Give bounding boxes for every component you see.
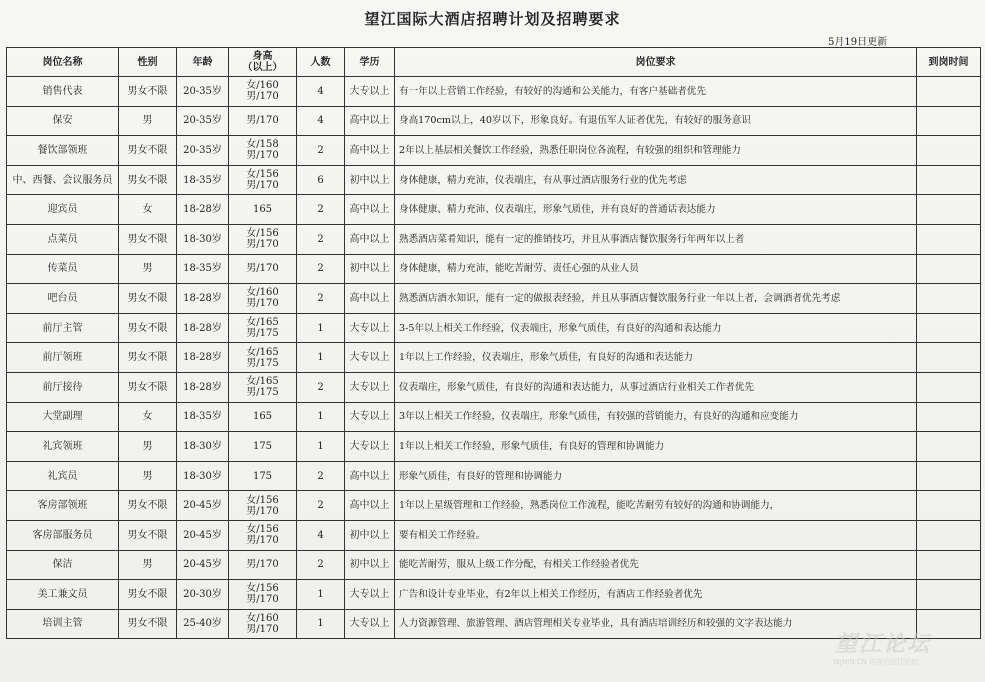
height-value-2: 男/170 xyxy=(246,505,279,517)
gender-cell: 男女不限 xyxy=(119,343,177,373)
position-cell: 保洁 xyxy=(7,550,119,580)
document-title: 望江国际大酒店招聘计划及招聘要求 xyxy=(364,10,621,28)
age-cell: 18-28岁 xyxy=(177,195,229,225)
gender-cell: 男女不限 xyxy=(119,77,177,107)
table-body xyxy=(7,77,981,639)
position-cell: 礼宾员 xyxy=(7,461,119,491)
height-value-1: 女/165 xyxy=(246,317,279,329)
position-cell: 前厅领班 xyxy=(7,343,119,373)
height-value-1: 女/156 xyxy=(246,228,279,240)
gender-cell: 男 xyxy=(119,550,177,580)
education-cell: 大专以上 xyxy=(345,609,395,639)
height-value-2: 男/170 xyxy=(246,180,279,192)
height-value-1: 男/170 xyxy=(246,115,279,127)
position-cell: 餐饮部领班 xyxy=(7,136,119,166)
height-cell xyxy=(229,343,297,373)
height-cell xyxy=(229,254,297,284)
header-arrival: 到岗时间 xyxy=(917,48,981,77)
table-row xyxy=(7,284,981,314)
count-cell: 6 xyxy=(297,165,345,195)
arrival-cell xyxy=(917,520,981,550)
height-cell xyxy=(229,402,297,432)
count-cell: 4 xyxy=(297,77,345,107)
height-value-1: 女/156 xyxy=(246,583,279,595)
gender-cell: 男 xyxy=(119,254,177,284)
arrival-cell xyxy=(917,343,981,373)
height-value-2: 男/170 xyxy=(246,535,279,547)
table-row xyxy=(7,432,981,462)
height-value-2: 男/175 xyxy=(246,387,279,399)
arrival-cell xyxy=(917,313,981,343)
gender-cell: 男女不限 xyxy=(119,224,177,254)
table-row xyxy=(7,372,981,402)
height-cell xyxy=(229,432,297,462)
arrival-cell xyxy=(917,165,981,195)
arrival-cell xyxy=(917,432,981,462)
age-cell: 20-35岁 xyxy=(177,77,229,107)
education-cell: 高中以上 xyxy=(345,136,395,166)
position-cell: 培训主管 xyxy=(7,609,119,639)
requirements-cell: 熟悉酒店酒水知识，能有一定的做报表经验，并且从事酒店餐饮服务行业一年以上者，会调酒者优先考虑 xyxy=(395,284,917,314)
watermark-subtext: WJNIN.CN 你我的望江论坛 xyxy=(833,658,919,666)
update-date: 5月19日更新 xyxy=(828,37,888,48)
height-cell xyxy=(229,550,297,580)
arrival-cell xyxy=(917,284,981,314)
age-cell: 18-35岁 xyxy=(177,402,229,432)
gender-cell: 男 xyxy=(119,461,177,491)
height-value-2: 男/170 xyxy=(246,298,279,310)
age-cell: 20-35岁 xyxy=(177,106,229,136)
table-row xyxy=(7,195,981,225)
header-height xyxy=(229,48,297,77)
education-cell: 初中以上 xyxy=(345,254,395,284)
table-row xyxy=(7,580,981,610)
position-cell: 客房部领班 xyxy=(7,491,119,521)
age-cell: 20-45岁 xyxy=(177,520,229,550)
requirements-cell: 身高170cm以上，40岁以下，形象良好。有退伍军人证者优先，有较好的服务意识 xyxy=(395,106,917,136)
requirements-cell: 1年以上星级管理和工作经验，熟悉岗位工作流程，能吃苦耐劳有较好的沟通和协调能力， xyxy=(395,491,917,521)
height-cell xyxy=(229,313,297,343)
education-cell: 高中以上 xyxy=(345,106,395,136)
count-cell: 4 xyxy=(297,106,345,136)
requirements-cell: 3年以上相关工作经验，仪表端庄，形象气质佳，有较强的营销能力，有良好的沟通和应变能力 xyxy=(395,402,917,432)
education-cell: 高中以上 xyxy=(345,284,395,314)
height-value-2: 男/170 xyxy=(246,150,279,162)
gender-cell: 男女不限 xyxy=(119,609,177,639)
height-value-2: 男/175 xyxy=(246,328,279,340)
gender-cell: 男女不限 xyxy=(119,165,177,195)
education-cell: 大专以上 xyxy=(345,402,395,432)
height-cell xyxy=(229,106,297,136)
gender-cell: 男女不限 xyxy=(119,372,177,402)
table-header-row xyxy=(7,48,981,77)
education-cell: 高中以上 xyxy=(345,224,395,254)
table-row xyxy=(7,343,981,373)
height-cell xyxy=(229,491,297,521)
arrival-cell xyxy=(917,224,981,254)
education-cell: 大专以上 xyxy=(345,432,395,462)
requirements-cell: 广告和设计专业毕业，有2年以上相关工作经历，有酒店工作经验者优先 xyxy=(395,580,917,610)
height-value-1: 女/158 xyxy=(246,139,279,151)
arrival-cell xyxy=(917,195,981,225)
count-cell: 2 xyxy=(297,195,345,225)
table-row xyxy=(7,491,981,521)
table-row xyxy=(7,402,981,432)
table-row xyxy=(7,106,981,136)
header-height-line1: 身高 xyxy=(252,51,273,62)
gender-cell: 男女不限 xyxy=(119,520,177,550)
requirements-cell: 身体健康、精力充沛、仪表端庄，形象气质佳，并有良好的普通话表达能力 xyxy=(395,195,917,225)
count-cell: 2 xyxy=(297,461,345,491)
height-value-1: 女/160 xyxy=(246,80,279,92)
age-cell: 18-35岁 xyxy=(177,165,229,195)
height-value-1: 女/156 xyxy=(246,494,279,506)
table-row xyxy=(7,550,981,580)
requirements-cell: 身体健康，精力充沛，仪表端庄，有从事过酒店服务行业的优先考虑 xyxy=(395,165,917,195)
count-cell: 1 xyxy=(297,432,345,462)
arrival-cell xyxy=(917,580,981,610)
gender-cell: 男 xyxy=(119,106,177,136)
position-cell: 吧台员 xyxy=(7,284,119,314)
height-cell xyxy=(229,284,297,314)
education-cell: 大专以上 xyxy=(345,313,395,343)
position-cell: 前厅接待 xyxy=(7,372,119,402)
gender-cell: 男女不限 xyxy=(119,580,177,610)
arrival-cell xyxy=(917,372,981,402)
arrival-cell xyxy=(917,136,981,166)
height-cell xyxy=(229,461,297,491)
count-cell: 2 xyxy=(297,254,345,284)
age-cell: 20-35岁 xyxy=(177,136,229,166)
height-cell xyxy=(229,195,297,225)
count-cell: 1 xyxy=(297,580,345,610)
requirements-cell: 形象气质佳，有良好的管理和协调能力 xyxy=(395,461,917,491)
requirements-cell: 3-5年以上相关工作经验，仪表端庄，形象气质佳，有良好的沟通和表达能力 xyxy=(395,313,917,343)
gender-cell: 男女不限 xyxy=(119,313,177,343)
height-cell xyxy=(229,165,297,195)
table-row xyxy=(7,77,981,107)
requirements-cell: 有一年以上营销工作经验，有较好的沟通和公关能力，有客户基础者优先 xyxy=(395,77,917,107)
position-cell: 礼宾领班 xyxy=(7,432,119,462)
education-cell: 高中以上 xyxy=(345,491,395,521)
requirements-cell: 1年以上工作经验，仪表端庄，形象气质佳，有良好的沟通和表达能力 xyxy=(395,343,917,373)
age-cell: 18-30岁 xyxy=(177,461,229,491)
height-cell xyxy=(229,224,297,254)
education-cell: 高中以上 xyxy=(345,195,395,225)
position-cell: 客房部服务员 xyxy=(7,520,119,550)
gender-cell: 男女不限 xyxy=(119,136,177,166)
height-value-2: 男/170 xyxy=(246,239,279,251)
count-cell: 2 xyxy=(297,491,345,521)
watermark-logo xyxy=(825,627,975,675)
height-cell xyxy=(229,372,297,402)
height-cell xyxy=(229,520,297,550)
education-cell: 高中以上 xyxy=(345,461,395,491)
height-value-2: 男/170 xyxy=(246,623,279,635)
table-row xyxy=(7,165,981,195)
header-requirements: 岗位要求 xyxy=(395,48,917,77)
header-age: 年龄 xyxy=(177,48,229,77)
requirements-cell: 要有相关工作经验。 xyxy=(395,520,917,550)
header-education: 学历 xyxy=(345,48,395,77)
arrival-cell xyxy=(917,254,981,284)
height-value-2: 男/170 xyxy=(246,594,279,606)
height-value-1: 165 xyxy=(252,411,273,423)
height-value-1: 女/156 xyxy=(246,169,279,181)
table-row xyxy=(7,254,981,284)
height-value-1: 女/165 xyxy=(246,346,279,358)
education-cell: 大专以上 xyxy=(345,580,395,610)
table-row xyxy=(7,136,981,166)
education-cell: 初中以上 xyxy=(345,520,395,550)
height-cell xyxy=(229,609,297,639)
height-value-1: 女/160 xyxy=(246,287,279,299)
age-cell: 18-30岁 xyxy=(177,224,229,254)
count-cell: 1 xyxy=(297,609,345,639)
count-cell: 2 xyxy=(297,550,345,580)
table-row xyxy=(7,313,981,343)
gender-cell: 女 xyxy=(119,195,177,225)
height-cell xyxy=(229,77,297,107)
requirements-cell: 身体健康，精力充沛，能吃苦耐劳、责任心强的从业人员 xyxy=(395,254,917,284)
table-row xyxy=(7,461,981,491)
gender-cell: 女 xyxy=(119,402,177,432)
requirements-cell: 2年以上基层相关餐饮工作经验，熟悉任职岗位各流程，有较强的组织和管理能力 xyxy=(395,136,917,166)
requirements-cell: 熟悉酒店菜肴知识，能有一定的推销技巧，并且从事酒店餐饮服务行年两年以上者 xyxy=(395,224,917,254)
arrival-cell xyxy=(917,491,981,521)
header-height-line2: （以上） xyxy=(242,62,283,73)
education-cell: 初中以上 xyxy=(345,165,395,195)
position-cell: 大堂副理 xyxy=(7,402,119,432)
age-cell: 18-35岁 xyxy=(177,254,229,284)
age-cell: 20-45岁 xyxy=(177,550,229,580)
age-cell: 18-30岁 xyxy=(177,432,229,462)
arrival-cell xyxy=(917,106,981,136)
age-cell: 20-30岁 xyxy=(177,580,229,610)
count-cell: 1 xyxy=(297,402,345,432)
position-cell: 点菜员 xyxy=(7,224,119,254)
count-cell: 2 xyxy=(297,224,345,254)
count-cell: 2 xyxy=(297,284,345,314)
count-cell: 2 xyxy=(297,136,345,166)
requirements-cell: 能吃苦耐劳，服从上级工作分配，有相关工作经验者优先 xyxy=(395,550,917,580)
position-cell: 迎宾员 xyxy=(7,195,119,225)
arrival-cell xyxy=(917,402,981,432)
position-cell: 销售代表 xyxy=(7,77,119,107)
watermark-text: 望江论坛 xyxy=(835,632,932,657)
height-cell xyxy=(229,580,297,610)
education-cell: 大专以上 xyxy=(345,77,395,107)
table-row xyxy=(7,224,981,254)
age-cell: 18-28岁 xyxy=(177,284,229,314)
height-value-1: 女/165 xyxy=(246,376,279,388)
gender-cell: 男 xyxy=(119,432,177,462)
table-row xyxy=(7,520,981,550)
position-cell: 保安 xyxy=(7,106,119,136)
education-cell: 初中以上 xyxy=(345,550,395,580)
count-cell: 1 xyxy=(297,343,345,373)
height-value-2: 男/175 xyxy=(246,357,279,369)
requirements-cell: 1年以上相关工作经验，形象气质佳，有良好的管理和协调能力 xyxy=(395,432,917,462)
position-cell: 美工兼文员 xyxy=(7,580,119,610)
education-cell: 大专以上 xyxy=(345,343,395,373)
education-cell: 大专以上 xyxy=(345,372,395,402)
requirements-cell: 人力资源管理、旅游管理、酒店管理相关专业毕业，具有酒店培训经历和较强的文字表达能力 xyxy=(395,609,917,639)
age-cell: 18-28岁 xyxy=(177,343,229,373)
age-cell: 18-28岁 xyxy=(177,372,229,402)
height-value-1: 175 xyxy=(252,470,273,482)
arrival-cell xyxy=(917,550,981,580)
count-cell: 4 xyxy=(297,520,345,550)
height-value-1: 175 xyxy=(252,440,273,452)
height-value-2: 男/170 xyxy=(246,91,279,103)
height-value-1: 男/170 xyxy=(246,263,279,275)
height-value-1: 165 xyxy=(252,204,273,216)
height-cell xyxy=(229,136,297,166)
height-value-1: 女/160 xyxy=(246,612,279,624)
gender-cell: 男女不限 xyxy=(119,491,177,521)
height-value-1: 男/170 xyxy=(246,559,279,571)
age-cell: 20-45岁 xyxy=(177,491,229,521)
header-count: 人数 xyxy=(297,48,345,77)
age-cell: 25-40岁 xyxy=(177,609,229,639)
position-cell: 传菜员 xyxy=(7,254,119,284)
count-cell: 1 xyxy=(297,313,345,343)
position-cell: 前厅主管 xyxy=(7,313,119,343)
recruitment-table xyxy=(6,47,981,639)
arrival-cell xyxy=(917,461,981,491)
gender-cell: 男女不限 xyxy=(119,284,177,314)
height-value-1: 女/156 xyxy=(246,524,279,536)
requirements-cell: 仪表端庄，形象气质佳，有良好的沟通和表达能力，从事过酒店行业相关工作者优先 xyxy=(395,372,917,402)
header-position: 岗位名称 xyxy=(7,48,119,77)
header-gender: 性别 xyxy=(119,48,177,77)
age-cell: 18-28岁 xyxy=(177,313,229,343)
count-cell: 2 xyxy=(297,372,345,402)
position-cell: 中、西餐、会议服务员 xyxy=(7,165,119,195)
arrival-cell xyxy=(917,77,981,107)
